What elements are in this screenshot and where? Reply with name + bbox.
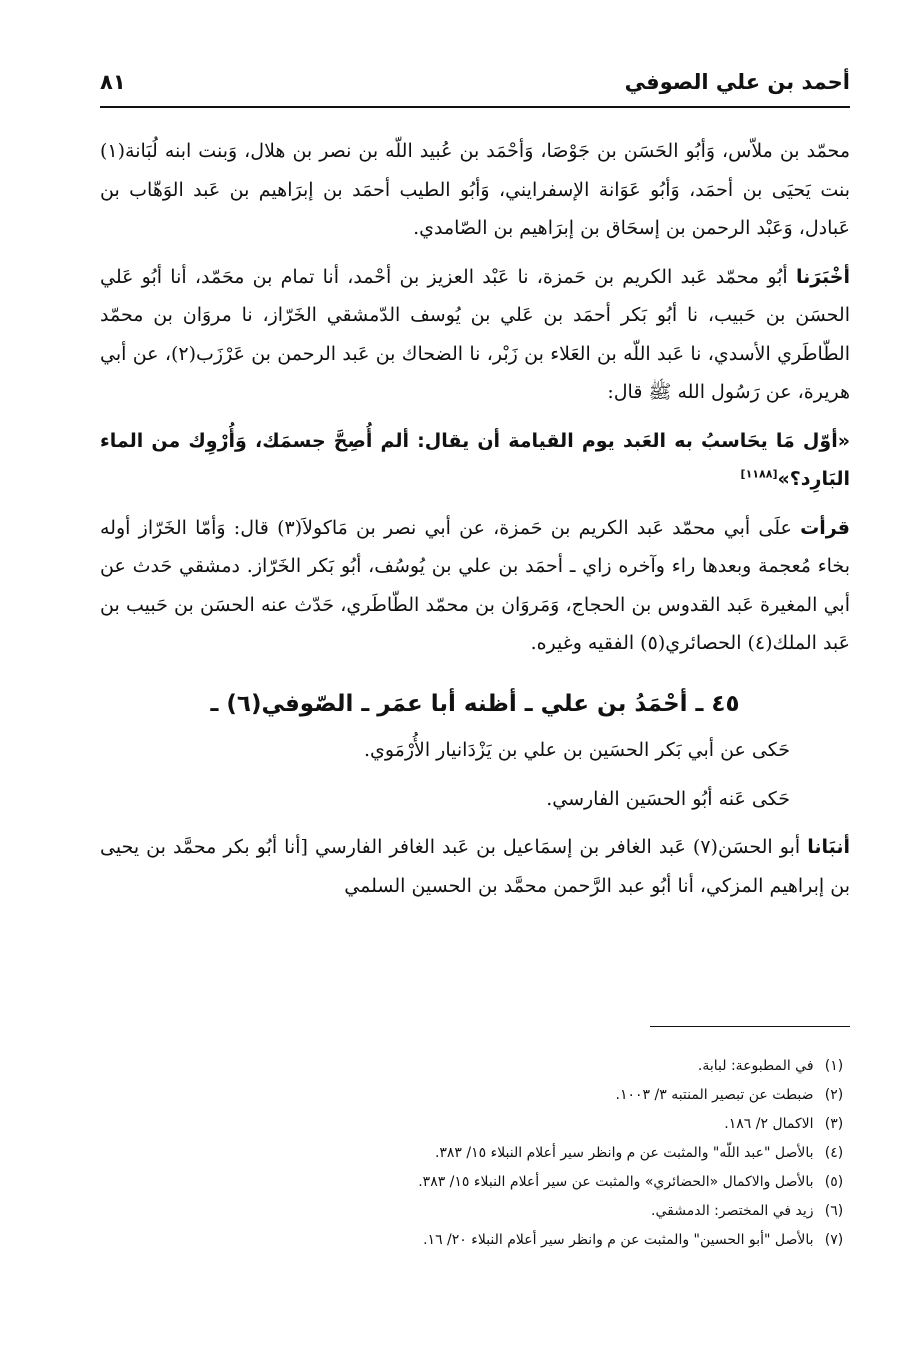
hadith-ref: [١١٨٨] [740, 467, 778, 481]
paragraph-5: حَكى عن أبي بَكر الحسَين بن علي بن يَزْدَانيار الأُرْمَوي. [363, 739, 790, 761]
footnote [100, 1052, 850, 1081]
footnote [100, 1081, 850, 1110]
footnote-number: (٤) [824, 1145, 844, 1161]
paragraph-7 [100, 828, 850, 905]
main-text [100, 132, 850, 915]
header-rule [100, 106, 850, 108]
page-header [100, 70, 850, 102]
hadith-quote [100, 422, 850, 499]
paragraph-4 [100, 509, 850, 663]
paragraph-7-text: أبو الحسَن(٧) عَبد الغافر بن إسمَاعيل بن عَبد الغافر الفارسي [أنا أبُو بكر محمَّد بن يحيى بن إبراهيم المزكي، أنا أبُو عبد الرَّحمن محمَّد بن الحسين السلمي [100, 836, 850, 897]
footnote-text: في المطبوعة: لبابة. [697, 1058, 814, 1074]
footnote-number: (١) [824, 1058, 844, 1074]
footnote [100, 1168, 850, 1197]
footnote-text: بالأصل "عبد اللّه" والمثبت عن م وانظر سير أعلام النبلاء ١٥/ ٣٨٣. [434, 1145, 814, 1161]
paragraph-2 [100, 258, 850, 412]
paragraph-4-text: علَى أبي محمّد عَبد الكريم بن حَمزة، عن أبي نصر بن مَاكولاَ(٣) قال: وَأمّا الخَرّاز أوله بخاء مُعجمة وبعدها راء وآخره زاي ـ أحمَد بن علي بن يُوسُف، أبُو بَكر الخَرّاز. دمشقي حَدث عن أبي المغيرة عَبد القدوس بن الحجاج، وَمَروَان بن محمّد الطّاطَري، حَدّث عنه الحسَن بن حَبيب بن عَبد الملك(٤) الحصائري(٥) الفقيه وغيره. [100, 516, 850, 654]
footnote-text: بالأصل والاكمال «الحضائري» والمثبت عن سير أعلام النبلاء ١٥/ ٣٨٣. [418, 1174, 814, 1190]
footnote [100, 1226, 850, 1255]
footnote-text: الاكمال ٢/ ١٨٦. [724, 1116, 814, 1132]
footnotes [100, 1052, 850, 1255]
footnote-rule [650, 1026, 850, 1027]
footnote-number: (٣) [824, 1116, 844, 1132]
footnote [100, 1139, 850, 1168]
keyword-qaraat: قرأت [800, 516, 850, 539]
paragraph-6: حَكى عَنه أبُو الحسَين الفارسي. [546, 787, 790, 810]
footnote-number: (٢) [824, 1087, 844, 1103]
entry-heading: ٤٥ ـ أحْمَدُ بن علي ـ أظنه أبا عمَر ـ الصّوفي(٦) ـ [210, 690, 740, 717]
keyword-anbana: أنبَانا [807, 836, 850, 858]
footnote-number: (٥) [824, 1174, 844, 1190]
page-number: ٨١ [100, 70, 126, 94]
footnote-text: زيد في المختصر: الدمشقي. [651, 1203, 814, 1219]
paragraph-2-text: أبُو محمّد عَبد الكريم بن حَمزة، نا عَبْد العزيز بن أحْمد، أنا تمام بن محَمّد، أنا أبُو عَلي الحسَن بن حَبيب، نا أبُو بَكر أحمَد بن عَلي بن يُوسف الدّمشقي الخَرّاز، نا مروَان بن محمّد الطّاطَري الأسدي، نا عَبد اللّه بن العَلاء بن زَبْر، نا الضحاك بن عَبد الرحمن بن عَرْزَب(٢)، عن أبي هريرة، عن رَسُول الله ﷺ قال: [100, 265, 850, 403]
keyword-akhbarana: أخْبَرَنا [795, 265, 850, 288]
footnote-number: (٦) [824, 1203, 844, 1219]
footnote [100, 1197, 850, 1226]
running-title: أحمد بن علي الصوفي [624, 70, 850, 94]
hadith-text: «أوّل مَا يحَاسبُ به العَبد يوم القيامة أن يقال: ألم أُصِحَّ جسمَك، وَأُرْوِك من الماء البَارِد؟» [100, 429, 850, 490]
footnote-text: ضبطت عن تبصير المنتبه ٣/ ١٠٠٣. [615, 1087, 814, 1103]
paragraph-1: محمّد بن ملاّس، وَأبُو الحَسَن بن جَوْصَا، وَأحْمَد بن عُبيد اللّه بن نصر بن هلال، وَبنت ابنه لُبَانة(١) بنت يَحيَى بن أحمَد، وَأبُو عَوَانة الإسفرايني، وَأبُو الطيب أحمَد بن إبرَاهيم بن عَبد الوَهّاب بن عَبادل، وَعَبْد الرحمن بن إسحَاق بن إبرَاهيم بن الصّامدي. [100, 140, 850, 239]
footnote-text: بالأصل "أبو الحسين" والمثبت عن م وانظر سير أعلام النبلاء ٢٠/ ١٦. [423, 1232, 814, 1248]
footnote-number: (٧) [824, 1232, 844, 1248]
footnote [100, 1110, 850, 1139]
